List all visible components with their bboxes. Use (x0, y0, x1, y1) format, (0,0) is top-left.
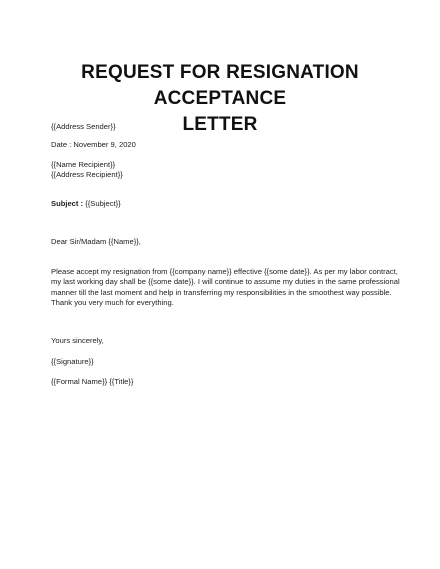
date-value: November 9, 2020 (73, 140, 136, 149)
subject-line (51, 199, 121, 209)
name-recipient: {{Name Recipient}} (51, 160, 116, 169)
closing: Yours sincerely, (51, 336, 104, 345)
body-line: Please accept my resignation from {{company name}} effective {{some date}}. As per my labor contract, (51, 267, 398, 276)
address-sender: {{Address Sender}} (51, 122, 116, 131)
subject-label: Subject : (51, 199, 84, 208)
subject-value: {{Subject}} (85, 199, 121, 208)
body-line: Thank you very much for everything. (51, 297, 174, 307)
salutation: Dear Sir/Madam {{Name}}, (51, 237, 141, 246)
title-line-2: LETTER (182, 114, 258, 135)
formal-name-title: {{Formal Name}} {{Title}} (51, 377, 134, 386)
address-recipient: {{Address Recipient}} (51, 170, 123, 179)
body-line: my last working day shall be {{some date}}. I will continue to assume my duties in the same professional (51, 277, 400, 287)
signature: {{Signature}} (51, 357, 94, 366)
date-label: Date : (51, 140, 72, 149)
date-line (51, 140, 136, 150)
title-line-1: REQUEST FOR RESIGNATION ACCEPTANCE (81, 62, 359, 109)
body-line: manner till the last moment and help in transferring my responsibilities in the smoothest way possible. (51, 287, 392, 297)
body-paragraph (51, 267, 400, 308)
